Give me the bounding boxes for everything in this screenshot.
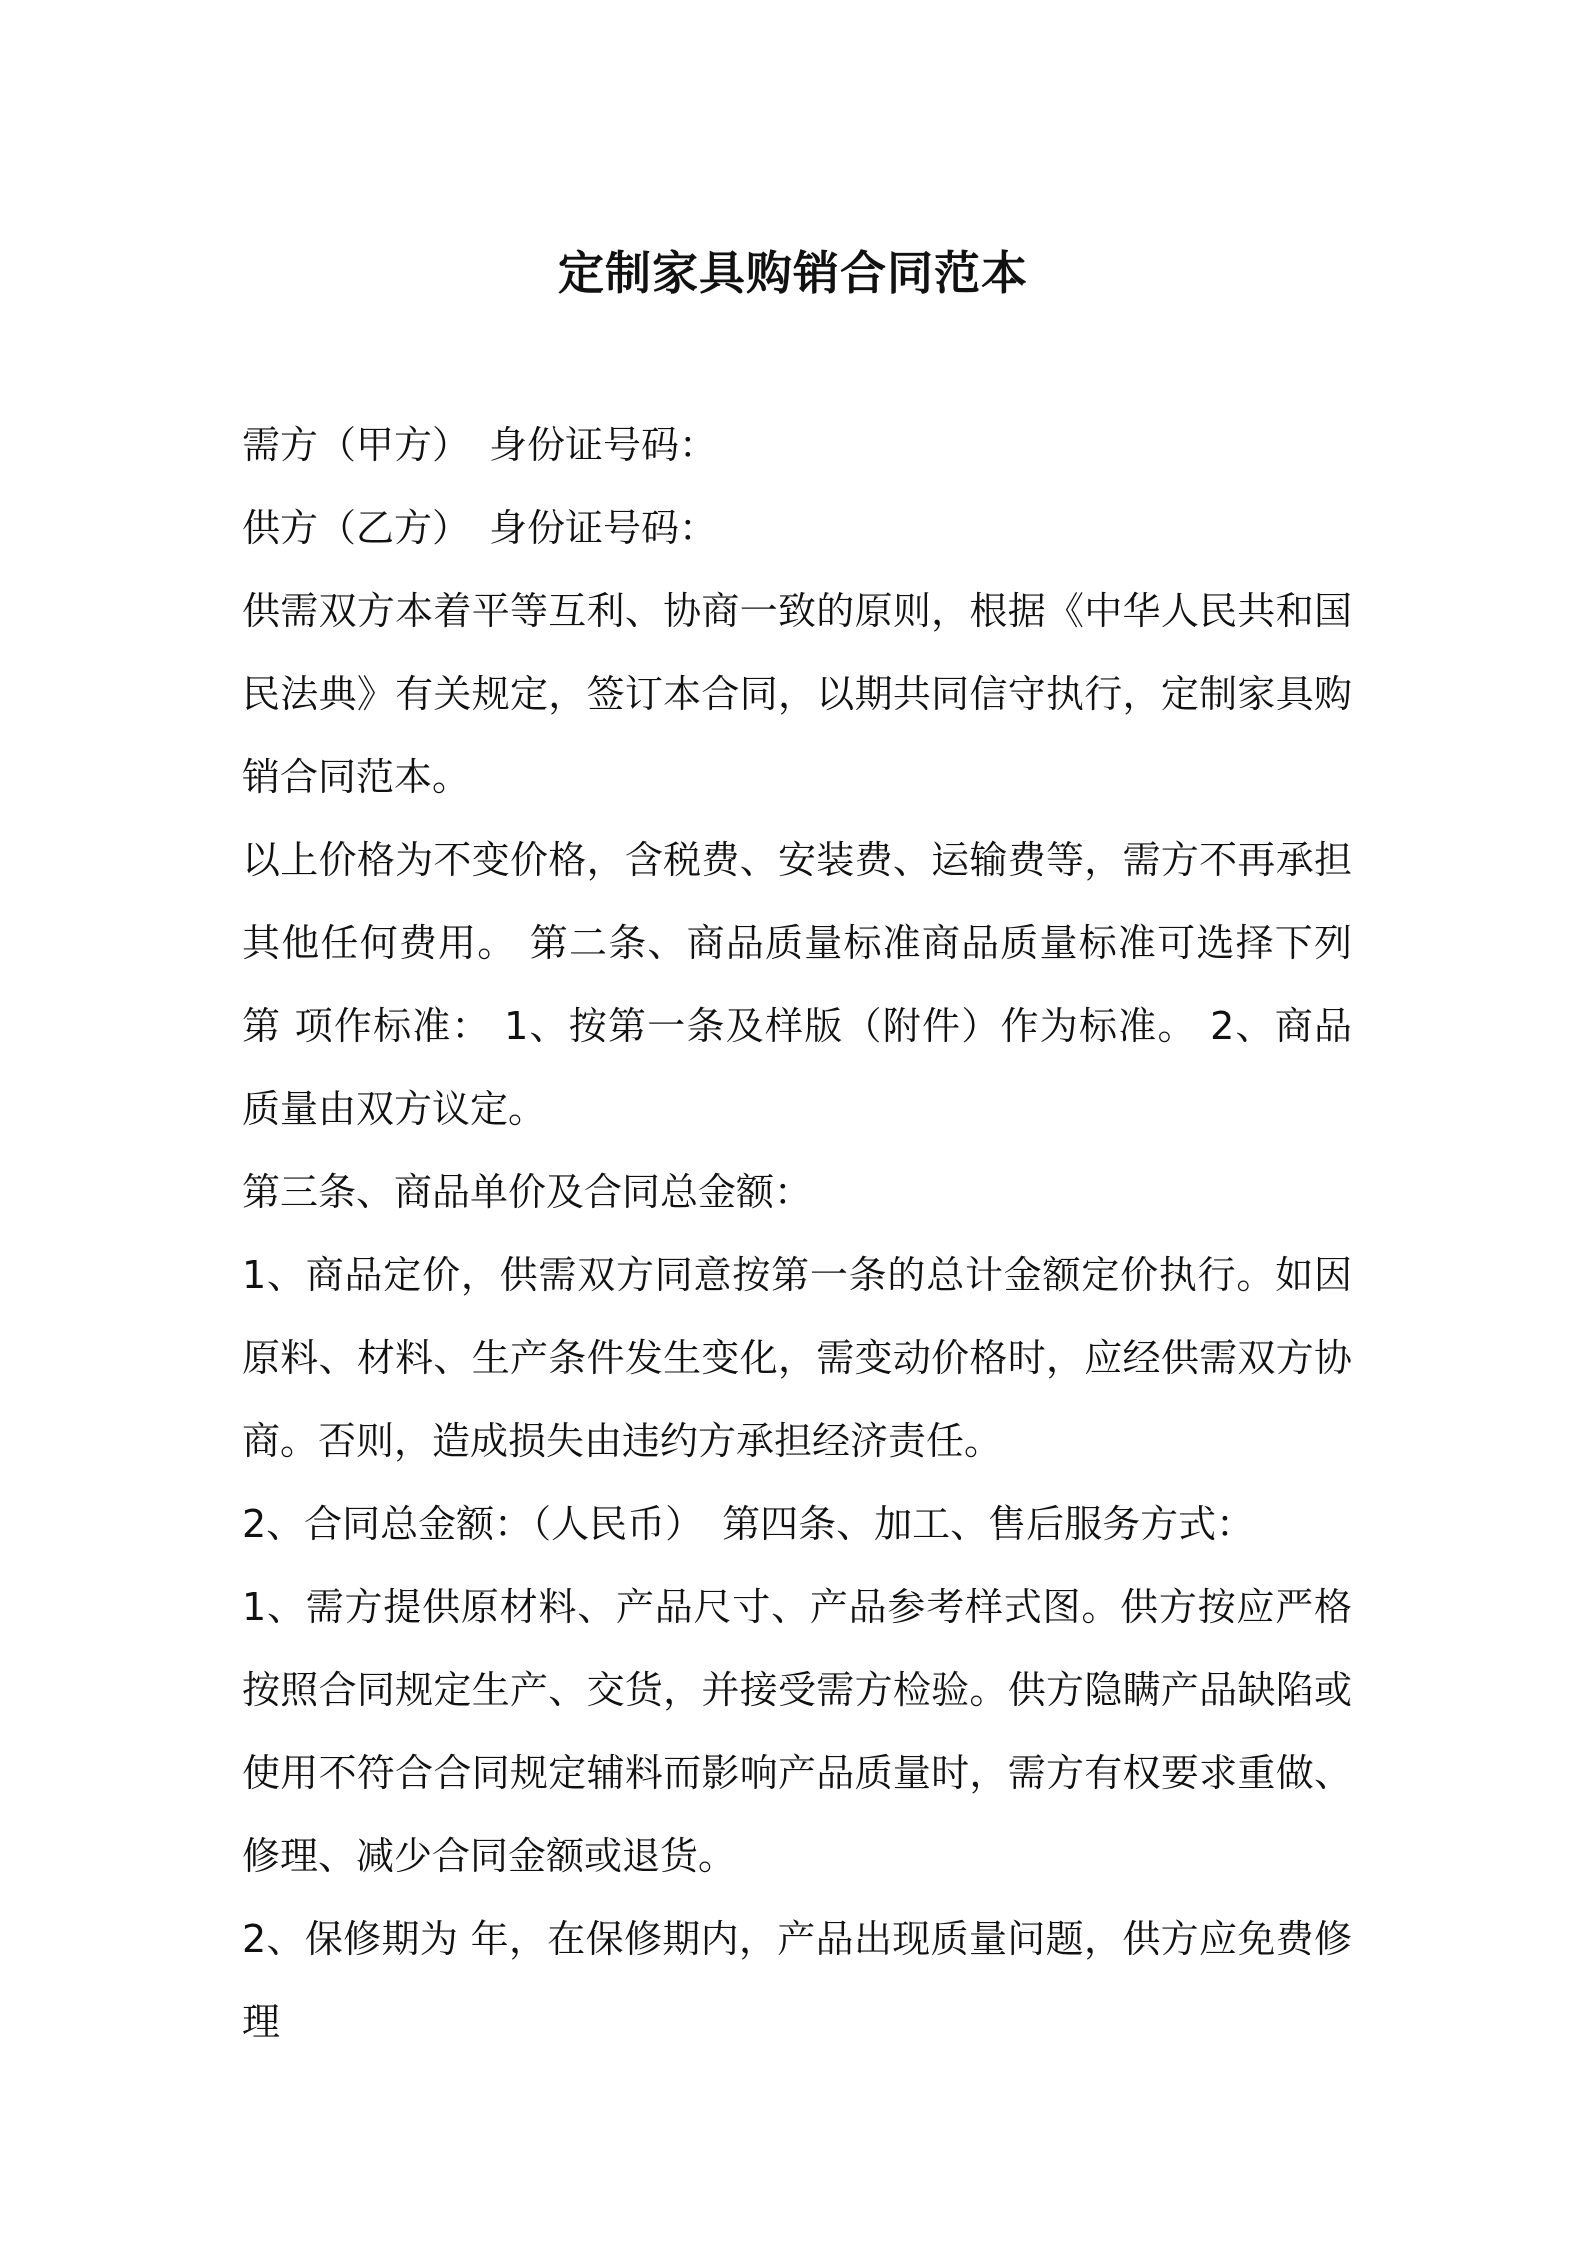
document-title: 定制家具购销合同范本 bbox=[558, 245, 1028, 300]
price-quality-paragraph: 以上价格为不变价格，含税费、安装费、运输费等，需方不再承担其他任何费用。 第二条、商品质量标准商品质量标准可选择下列第 项作标准： 1、按第一条及样版（附件）作为标准。 2、商品质量由双方议定。 bbox=[242, 838, 1352, 1131]
pricing-clause: 1、商品定价，供需双方同意按第一条的总计金额定价执行。如因原料、材料、生产条件发生变化，需变动价格时，应经供需双方协商。否则，造成损失由违约方承担经济责任。 bbox=[242, 1253, 1352, 1463]
document-body bbox=[242, 404, 1352, 2064]
warranty-clause: 2、保修期为 年，在保修期内，产品出现质量问题，供方应免费修理 bbox=[242, 1917, 1352, 2044]
total-amount-clause: 2、合同总金额：（人民币） 第四条、加工、售后服务方式： bbox=[242, 1502, 1255, 1546]
article-three-heading: 第三条、商品单价及合同总金额： bbox=[242, 1170, 813, 1214]
buyer-line: 需方（甲方） 身份证号码： bbox=[242, 423, 718, 467]
preamble-paragraph: 供需双方本着平等互利、协商一致的原则，根据《中华人民共和国民法典》有关规定，签订本合同，以期共同信守执行，定制家具购销合同范本。 bbox=[242, 589, 1352, 799]
supplier-line: 供方（乙方） 身份证号码： bbox=[242, 506, 718, 550]
processing-clause: 1、需方提供原材料、产品尺寸、产品参考样式图。供方按应严格按照合同规定生产、交货，并接受需方检验。供方隐瞒产品缺陷或使用不符合合同规定辅料而影响产品质量时，需方有权要求重做、修理、减少合同金额或退货。 bbox=[242, 1585, 1352, 1878]
